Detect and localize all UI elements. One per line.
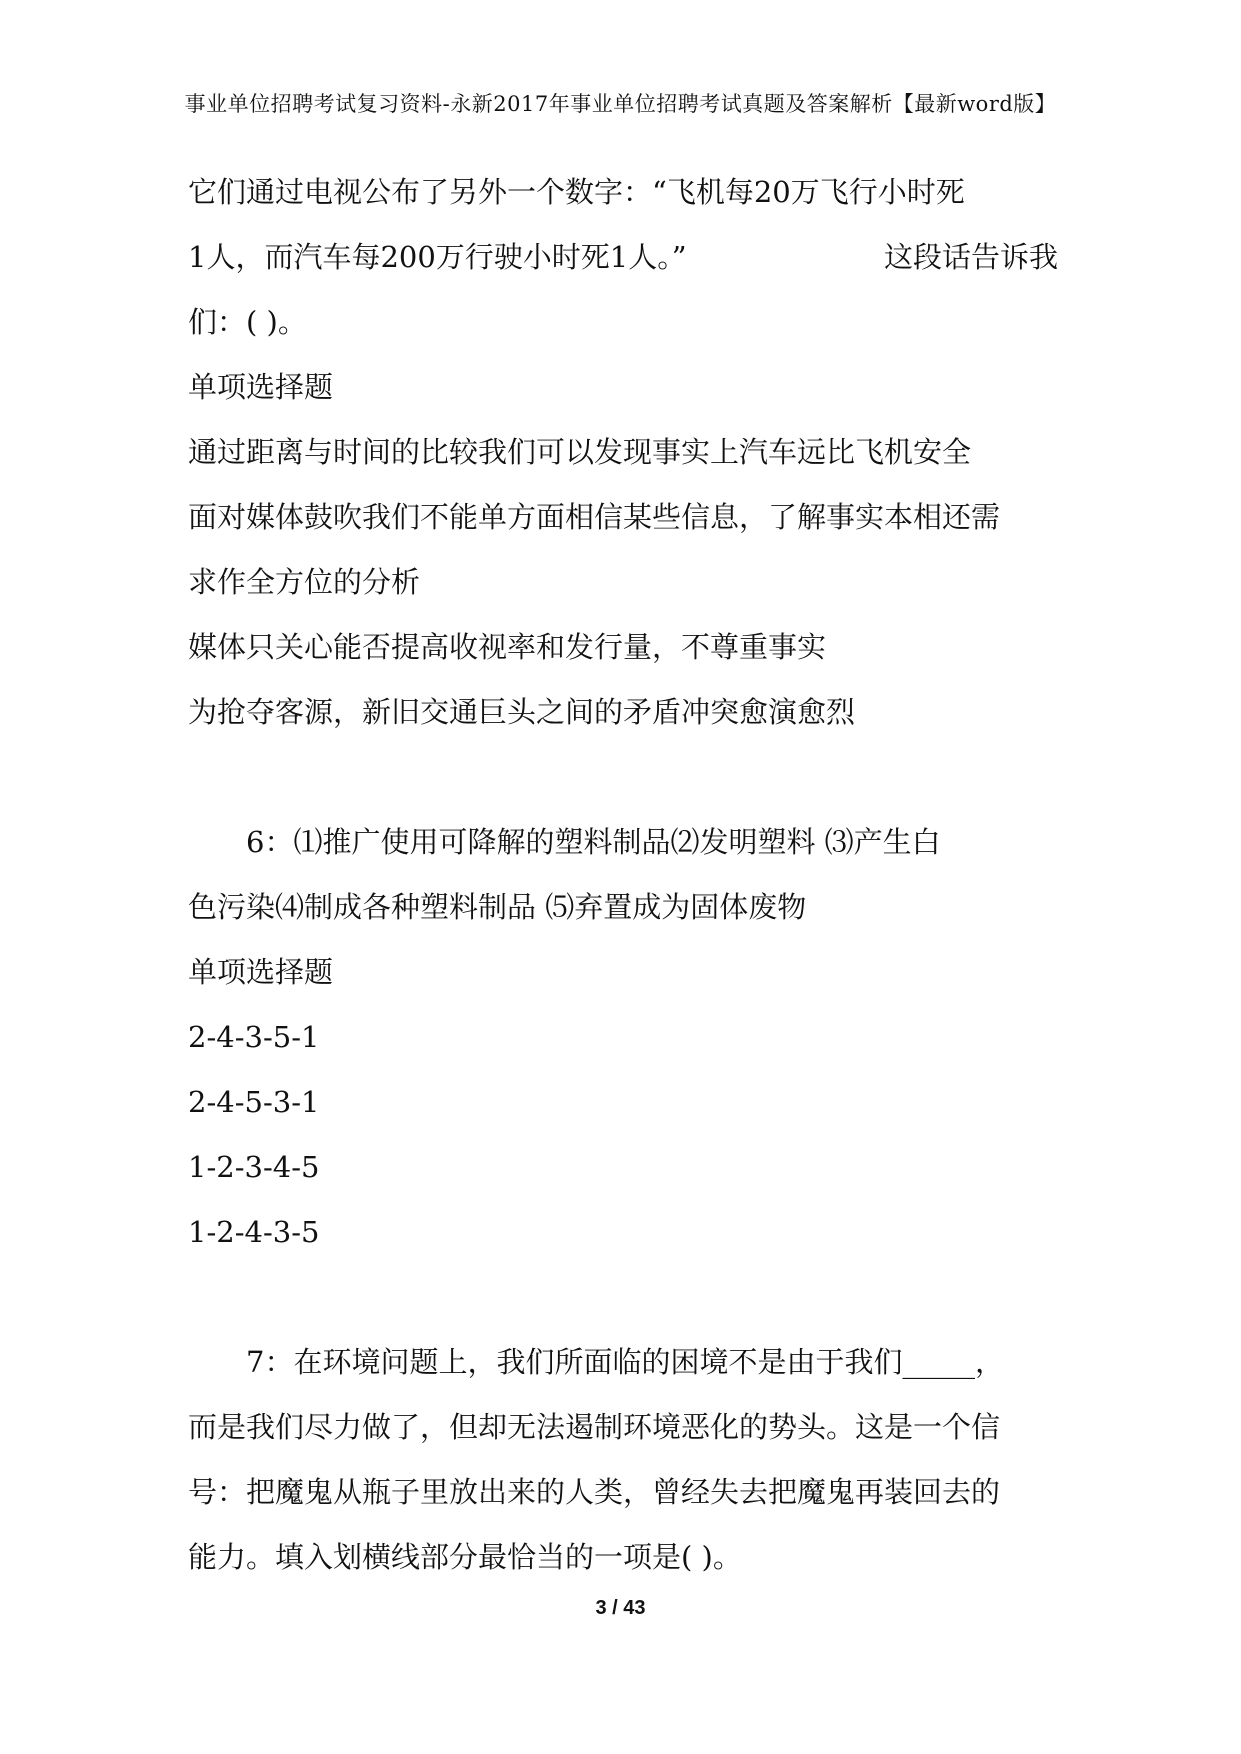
q6-option: 1-2-3-4-5 [188, 1150, 320, 1184]
q6-question-type: 单项选择题 [188, 955, 334, 989]
q7-stem-line-1: 7：在环境问题上，我们所面临的困境不是由于我们_____， [246, 1345, 1004, 1379]
q5-option: 为抢夺客源，新旧交通巨头之间的矛盾冲突愈演愈烈 [188, 695, 856, 729]
page-number: 3 / 43 [595, 1597, 646, 1619]
q6-option: 2-4-5-3-1 [188, 1085, 320, 1119]
q5-stem-line-1: 它们通过电视公布了另外一个数字：“飞机每20万飞行小时死 [188, 175, 965, 209]
q5-option: 媒体只关心能否提高收视率和发行量，不尊重事实 [188, 630, 827, 664]
q5-stem-line-2-part-b: 这段话告诉我 [883, 240, 1058, 274]
q6-stem-line-2: 色污染⑷制成各种塑料制品 ⑸弃置成为固体废物 [188, 890, 807, 924]
q5-stem-line-2-part-a: 1人，而汽车每200万行驶小时死1人。” [188, 240, 687, 274]
q6-option: 1-2-4-3-5 [188, 1215, 320, 1249]
q5-stem-line-2 [188, 225, 1058, 290]
q5-option: 求作全方位的分析 [188, 565, 421, 599]
q6-option: 2-4-3-5-1 [188, 1020, 320, 1054]
q7-stem-line-3: 号：把魔鬼从瓶子里放出来的人类，曾经失去把魔鬼再装回去的 [188, 1475, 1001, 1509]
spacer [188, 745, 1058, 810]
q5-question-type: 单项选择题 [188, 370, 334, 404]
spacer [188, 1265, 1058, 1330]
q7-stem-line-4: 能力。填入划横线部分最恰当的一项是( )。 [188, 1540, 742, 1574]
document-body [188, 160, 1058, 1590]
q5-stem-line-3: 们：( )。 [188, 305, 307, 339]
page-header: 事业单位招聘考试复习资料-永新2017年事业单位招聘考试真题及答案解析【最新word版】 [184, 92, 1057, 116]
q5-option: 面对媒体鼓吹我们不能单方面相信某些信息，了解事实本相还需 [188, 500, 1001, 534]
q7-stem-line-2: 而是我们尽力做了，但却无法遏制环境恶化的势头。这是一个信 [188, 1410, 1001, 1444]
q6-stem-line-1: 6：⑴推广使用可降解的塑料制品⑵发明塑料 ⑶产生白 [246, 825, 941, 859]
q5-option: 通过距离与时间的比较我们可以发现事实上汽车远比飞机安全 [188, 435, 972, 469]
